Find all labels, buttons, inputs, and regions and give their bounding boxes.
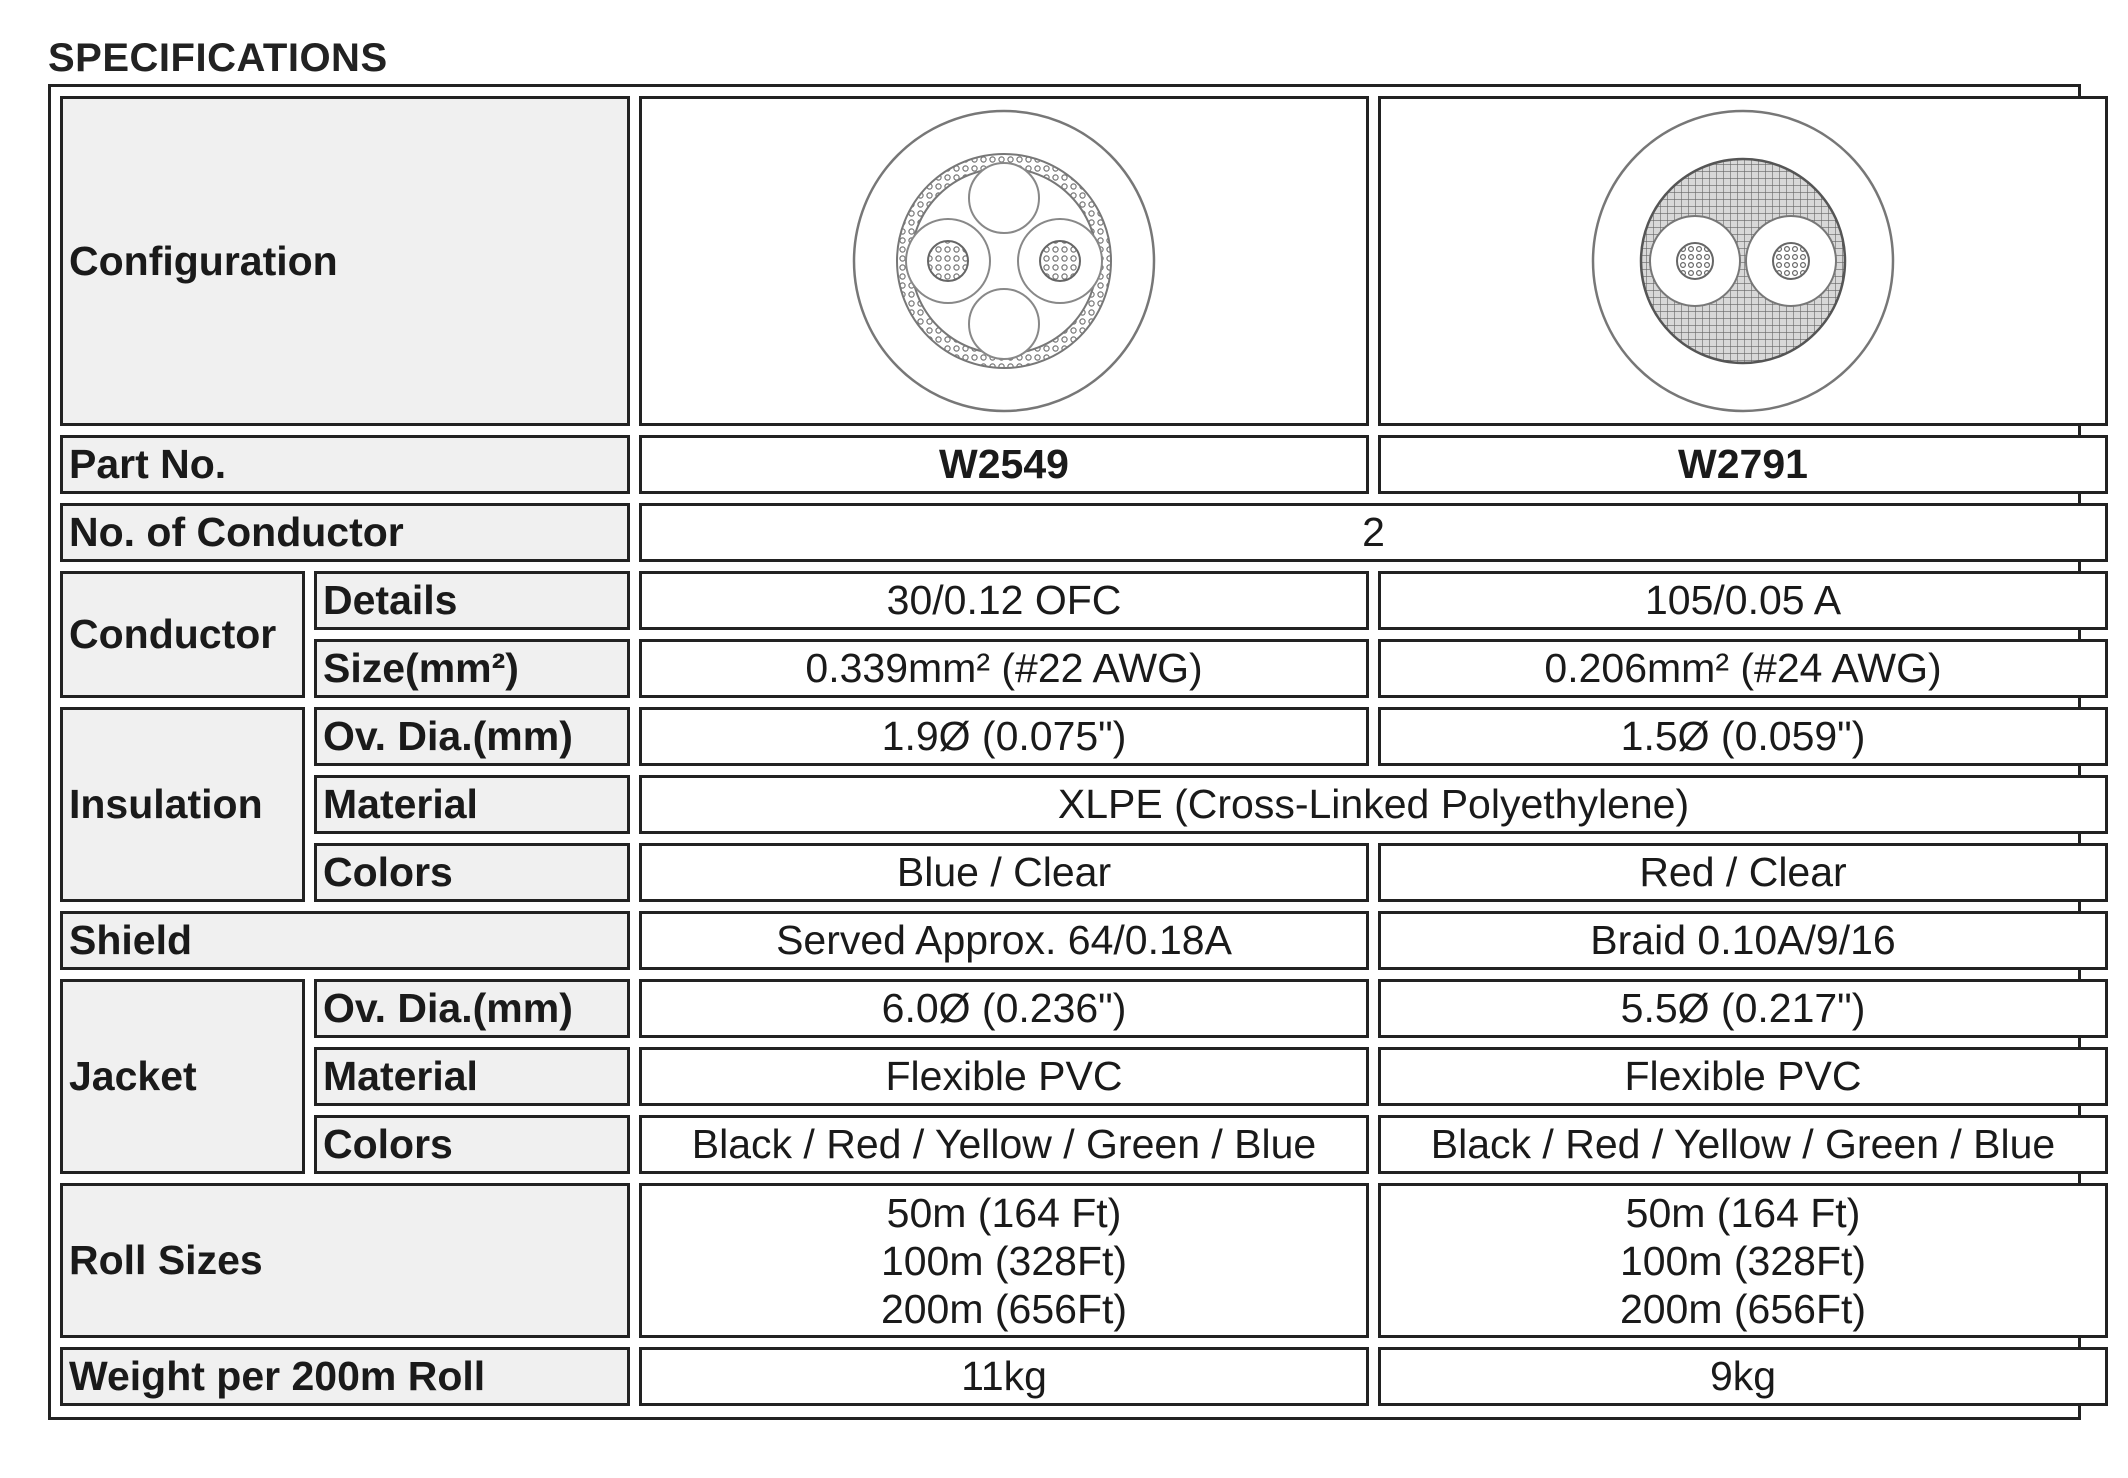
jacket-colors-w2549: Black / Red / Yellow / Green / Blue <box>639 1115 1369 1174</box>
shield-w2791: Braid 0.10A/9/16 <box>1378 911 2108 970</box>
roll-size-line: 50m (164 Ft) <box>1625 1189 1861 1236</box>
label-configuration: Configuration <box>60 96 630 426</box>
part-no-w2791: W2791 <box>1378 435 2108 494</box>
insulation-colors-w2791: Red / Clear <box>1378 843 2108 902</box>
label-weight: Weight per 200m Roll <box>60 1347 630 1406</box>
label-insulation-material: Material <box>314 775 630 834</box>
row-insulation-ov-dia <box>60 707 2108 766</box>
label-jacket: Jacket <box>60 979 305 1174</box>
served-shield-cable-cross-section-icon <box>844 101 1164 421</box>
conductor-size-w2791: 0.206mm² (#24 AWG) <box>1378 639 2108 698</box>
insulation-ov-dia-w2549: 1.9Ø (0.075") <box>639 707 1369 766</box>
label-part-no: Part No. <box>60 435 630 494</box>
row-jacket-material <box>60 1047 2108 1106</box>
conductor-size-w2549: 0.339mm² (#22 AWG) <box>639 639 1369 698</box>
conductor-details-w2791: 105/0.05 A <box>1378 571 2108 630</box>
row-weight <box>60 1347 2108 1406</box>
no-of-conductor-value: 2 <box>639 503 2108 562</box>
row-jacket-colors <box>60 1115 2108 1174</box>
specifications-table <box>51 87 2117 1415</box>
row-part-no <box>60 435 2108 494</box>
roll-size-line: 200m (656Ft) <box>880 1285 1128 1332</box>
jacket-material-w2791: Flexible PVC <box>1378 1047 2108 1106</box>
label-no-of-conductor: No. of Conductor <box>60 503 630 562</box>
conductor-details-w2549: 30/0.12 OFC <box>639 571 1369 630</box>
jacket-colors-w2791: Black / Red / Yellow / Green / Blue <box>1378 1115 2108 1174</box>
part-no-w2549: W2549 <box>639 435 1369 494</box>
row-conductor-details <box>60 571 2108 630</box>
roll-sizes-w2549 <box>639 1183 1369 1338</box>
row-insulation-colors <box>60 843 2108 902</box>
row-shield <box>60 911 2108 970</box>
row-no-of-conductor <box>60 503 2108 562</box>
label-conductor: Conductor <box>60 571 305 698</box>
weight-w2791: 9kg <box>1378 1347 2108 1406</box>
insulation-material-value: XLPE (Cross-Linked Polyethylene) <box>639 775 2108 834</box>
label-insulation: Insulation <box>60 707 305 902</box>
braid-shield-cable-cross-section-icon <box>1583 101 1903 421</box>
label-jacket-colors: Colors <box>314 1115 630 1174</box>
row-conductor-size <box>60 639 2108 698</box>
label-insulation-ov-dia: Ov. Dia.(mm) <box>314 707 630 766</box>
label-roll-sizes: Roll Sizes <box>60 1183 630 1338</box>
roll-size-line: 200m (656Ft) <box>1619 1285 1867 1332</box>
roll-size-line: 50m (164 Ft) <box>886 1189 1122 1236</box>
weight-w2549: 11kg <box>639 1347 1369 1406</box>
row-jacket-ov-dia <box>60 979 2108 1038</box>
jacket-ov-dia-w2549: 6.0Ø (0.236") <box>639 979 1369 1038</box>
label-shield: Shield <box>60 911 630 970</box>
label-conductor-details: Details <box>314 571 630 630</box>
label-jacket-ov-dia: Ov. Dia.(mm) <box>314 979 630 1038</box>
label-jacket-material: Material <box>314 1047 630 1106</box>
roll-sizes-w2791 <box>1378 1183 2108 1338</box>
label-conductor-size: Size(mm²) <box>314 639 630 698</box>
insulation-ov-dia-w2791: 1.5Ø (0.059") <box>1378 707 2108 766</box>
page-title: SPECIFICATIONS <box>48 36 388 80</box>
configuration-diagram-w2791 <box>1378 96 2108 426</box>
configuration-diagram-w2549 <box>639 96 1369 426</box>
roll-size-line: 100m (328Ft) <box>880 1237 1128 1284</box>
jacket-material-w2549: Flexible PVC <box>639 1047 1369 1106</box>
jacket-ov-dia-w2791: 5.5Ø (0.217") <box>1378 979 2108 1038</box>
row-roll-sizes <box>60 1183 2108 1338</box>
row-insulation-material <box>60 775 2108 834</box>
insulation-colors-w2549: Blue / Clear <box>639 843 1369 902</box>
row-configuration <box>60 96 2108 426</box>
label-insulation-colors: Colors <box>314 843 630 902</box>
shield-w2549: Served Approx. 64/0.18A <box>639 911 1369 970</box>
roll-size-line: 100m (328Ft) <box>1619 1237 1867 1284</box>
